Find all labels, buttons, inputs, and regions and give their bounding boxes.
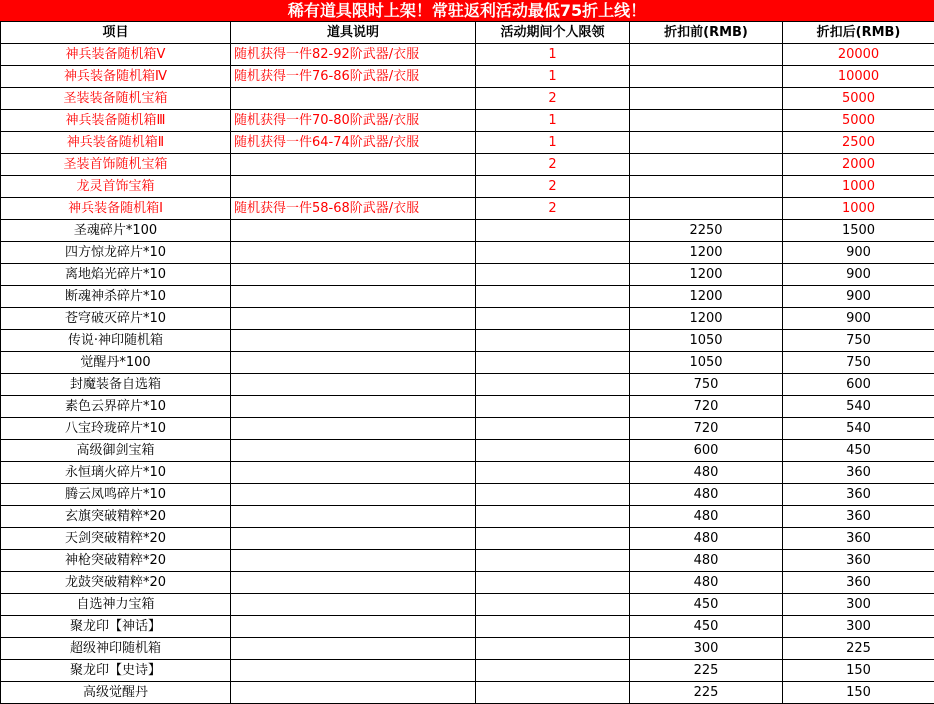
limit-cell	[476, 220, 630, 242]
header-description: 道具说明	[231, 22, 476, 44]
limit-cell	[476, 374, 630, 396]
item-description-cell: 随机获得一件70-80阶武器/衣服	[231, 110, 476, 132]
table-row	[1, 550, 934, 572]
price-before-cell: 1200	[630, 264, 783, 286]
item-name-cell: 神兵装备随机箱Ⅱ	[1, 132, 231, 154]
item-description-cell	[231, 396, 476, 418]
table-row	[1, 440, 934, 462]
price-after-cell: 900	[783, 286, 934, 308]
header-price-after: 折扣后(RMB)	[783, 22, 934, 44]
item-description-cell	[231, 440, 476, 462]
limit-cell	[476, 616, 630, 638]
header-limit: 活动期间个人限领	[476, 22, 630, 44]
table-row	[1, 154, 934, 176]
price-before-cell: 450	[630, 616, 783, 638]
table-row	[1, 66, 934, 88]
item-name-cell: 自选神力宝箱	[1, 594, 231, 616]
table-row	[1, 682, 934, 704]
item-name-cell: 龙灵首饰宝箱	[1, 176, 231, 198]
price-after-cell: 540	[783, 418, 934, 440]
price-before-cell: 2250	[630, 220, 783, 242]
item-description-cell: 随机获得一件82-92阶武器/衣服	[231, 44, 476, 66]
item-name-cell: 超级神印随机箱	[1, 638, 231, 660]
price-after-cell: 750	[783, 352, 934, 374]
price-after-cell: 300	[783, 616, 934, 638]
price-after-cell: 10000	[783, 66, 934, 88]
table-row	[1, 418, 934, 440]
item-name-cell: 圣装装备随机宝箱	[1, 88, 231, 110]
price-after-cell: 900	[783, 264, 934, 286]
item-name-cell: 聚龙印【神话】	[1, 616, 231, 638]
item-name-cell: 腾云凤鸣碎片*10	[1, 484, 231, 506]
price-after-cell: 600	[783, 374, 934, 396]
limit-cell	[476, 660, 630, 682]
price-after-cell: 360	[783, 528, 934, 550]
price-before-cell: 450	[630, 594, 783, 616]
price-before-cell: 480	[630, 572, 783, 594]
item-name-cell: 高级御剑宝箱	[1, 440, 231, 462]
price-before-cell: 480	[630, 462, 783, 484]
price-after-cell: 900	[783, 308, 934, 330]
limit-cell	[476, 638, 630, 660]
item-name-cell: 神兵装备随机箱Ⅴ	[1, 44, 231, 66]
table-body	[1, 44, 934, 704]
item-description-cell	[231, 528, 476, 550]
item-description-cell	[231, 506, 476, 528]
table-row	[1, 528, 934, 550]
price-before-cell	[630, 132, 783, 154]
item-description-cell	[231, 616, 476, 638]
item-name-cell: 龙鼓突破精粹*20	[1, 572, 231, 594]
price-after-cell: 225	[783, 638, 934, 660]
price-before-cell: 1200	[630, 308, 783, 330]
item-description-cell	[231, 594, 476, 616]
item-name-cell: 封魔装备自选箱	[1, 374, 231, 396]
price-after-cell: 360	[783, 462, 934, 484]
table-row	[1, 484, 934, 506]
price-after-cell: 1000	[783, 198, 934, 220]
limit-cell: 2	[476, 198, 630, 220]
price-before-cell: 480	[630, 528, 783, 550]
table-row	[1, 176, 934, 198]
limit-cell	[476, 462, 630, 484]
item-description-cell	[231, 660, 476, 682]
item-description-cell	[231, 352, 476, 374]
item-description-cell	[231, 220, 476, 242]
limit-cell	[476, 572, 630, 594]
table-row	[1, 660, 934, 682]
price-after-cell: 150	[783, 660, 934, 682]
item-name-cell: 素色云界碎片*10	[1, 396, 231, 418]
price-before-cell	[630, 66, 783, 88]
limit-cell: 2	[476, 154, 630, 176]
price-after-cell: 1000	[783, 176, 934, 198]
limit-cell	[476, 528, 630, 550]
table-row	[1, 352, 934, 374]
item-description-cell	[231, 242, 476, 264]
item-name-cell: 传说·神印随机箱	[1, 330, 231, 352]
item-name-cell: 永恒璃火碎片*10	[1, 462, 231, 484]
limit-cell	[476, 440, 630, 462]
item-description-cell	[231, 638, 476, 660]
price-after-cell: 5000	[783, 88, 934, 110]
price-before-cell: 225	[630, 660, 783, 682]
price-after-cell: 750	[783, 330, 934, 352]
item-description-cell	[231, 572, 476, 594]
item-description-cell	[231, 418, 476, 440]
table-row	[1, 110, 934, 132]
limit-cell	[476, 308, 630, 330]
price-before-cell: 1200	[630, 286, 783, 308]
limit-cell	[476, 682, 630, 704]
price-before-cell	[630, 44, 783, 66]
limit-cell	[476, 286, 630, 308]
price-after-cell: 360	[783, 506, 934, 528]
item-name-cell: 四方惊龙碎片*10	[1, 242, 231, 264]
price-before-cell: 1050	[630, 352, 783, 374]
price-before-cell	[630, 154, 783, 176]
table-row	[1, 638, 934, 660]
limit-cell	[476, 594, 630, 616]
price-after-cell: 20000	[783, 44, 934, 66]
price-before-cell	[630, 110, 783, 132]
price-before-cell: 720	[630, 418, 783, 440]
item-description-cell	[231, 176, 476, 198]
item-name-cell: 玄旗突破精粹*20	[1, 506, 231, 528]
price-after-cell: 360	[783, 572, 934, 594]
limit-cell	[476, 352, 630, 374]
price-before-cell: 600	[630, 440, 783, 462]
limit-cell	[476, 264, 630, 286]
price-before-cell	[630, 198, 783, 220]
table-row	[1, 220, 934, 242]
item-description-cell	[231, 286, 476, 308]
item-description-cell	[231, 682, 476, 704]
limit-cell: 1	[476, 66, 630, 88]
limit-cell	[476, 330, 630, 352]
price-after-cell: 900	[783, 242, 934, 264]
limit-cell	[476, 418, 630, 440]
price-before-cell: 1200	[630, 242, 783, 264]
item-name-cell: 断魂神杀碎片*10	[1, 286, 231, 308]
item-name-cell: 天剑突破精粹*20	[1, 528, 231, 550]
header-price-before: 折扣前(RMB)	[630, 22, 783, 44]
price-after-cell: 360	[783, 484, 934, 506]
table-row	[1, 572, 934, 594]
limit-cell: 1	[476, 110, 630, 132]
table-row	[1, 308, 934, 330]
limit-cell	[476, 550, 630, 572]
limit-cell	[476, 242, 630, 264]
item-description-cell: 随机获得一件76-86阶武器/衣服	[231, 66, 476, 88]
item-description-cell: 随机获得一件58-68阶武器/衣服	[231, 198, 476, 220]
item-name-cell: 神枪突破精粹*20	[1, 550, 231, 572]
price-after-cell: 2500	[783, 132, 934, 154]
item-name-cell: 高级觉醒丹	[1, 682, 231, 704]
item-name-cell: 离地焰光碎片*10	[1, 264, 231, 286]
item-description-cell	[231, 484, 476, 506]
item-description-cell	[231, 264, 476, 286]
table-row	[1, 198, 934, 220]
item-name-cell: 觉醒丹*100	[1, 352, 231, 374]
table-row	[1, 616, 934, 638]
price-before-cell: 480	[630, 550, 783, 572]
limit-cell: 2	[476, 176, 630, 198]
price-after-cell: 5000	[783, 110, 934, 132]
item-name-cell: 神兵装备随机箱Ⅲ	[1, 110, 231, 132]
item-description-cell	[231, 374, 476, 396]
header-item: 项目	[1, 22, 231, 44]
price-before-cell: 1050	[630, 330, 783, 352]
table-row	[1, 594, 934, 616]
limit-cell: 1	[476, 132, 630, 154]
price-after-cell: 540	[783, 396, 934, 418]
item-name-cell: 神兵装备随机箱Ⅳ	[1, 66, 231, 88]
price-after-cell: 1500	[783, 220, 934, 242]
price-before-cell: 750	[630, 374, 783, 396]
limit-cell	[476, 396, 630, 418]
price-table	[0, 21, 934, 704]
item-description-cell	[231, 550, 476, 572]
table-row	[1, 132, 934, 154]
price-before-cell: 480	[630, 506, 783, 528]
price-before-cell: 720	[630, 396, 783, 418]
price-after-cell: 300	[783, 594, 934, 616]
item-description-cell	[231, 88, 476, 110]
item-description-cell	[231, 308, 476, 330]
price-before-cell: 480	[630, 484, 783, 506]
table-row	[1, 242, 934, 264]
price-before-cell: 225	[630, 682, 783, 704]
price-after-cell: 150	[783, 682, 934, 704]
item-name-cell: 八宝玲珑碎片*10	[1, 418, 231, 440]
limit-cell	[476, 484, 630, 506]
price-after-cell: 2000	[783, 154, 934, 176]
item-description-cell	[231, 330, 476, 352]
banner-title: 稀有道具限时上架！常驻返利活动最低75折上线！	[0, 0, 934, 21]
header-row	[1, 22, 934, 44]
table-row	[1, 330, 934, 352]
item-description-cell	[231, 462, 476, 484]
table-row	[1, 506, 934, 528]
table-row	[1, 44, 934, 66]
item-name-cell: 苍穹破灭碎片*10	[1, 308, 231, 330]
table-row	[1, 374, 934, 396]
item-name-cell: 神兵装备随机箱Ⅰ	[1, 198, 231, 220]
price-after-cell: 450	[783, 440, 934, 462]
table-row	[1, 264, 934, 286]
table-row	[1, 462, 934, 484]
price-before-cell: 300	[630, 638, 783, 660]
item-name-cell: 圣装首饰随机宝箱	[1, 154, 231, 176]
item-description-cell: 随机获得一件64-74阶武器/衣服	[231, 132, 476, 154]
table-row	[1, 88, 934, 110]
limit-cell	[476, 506, 630, 528]
limit-cell: 2	[476, 88, 630, 110]
item-description-cell	[231, 154, 476, 176]
item-name-cell: 圣魂碎片*100	[1, 220, 231, 242]
price-before-cell	[630, 176, 783, 198]
price-before-cell	[630, 88, 783, 110]
table-row	[1, 396, 934, 418]
item-name-cell: 聚龙印【史诗】	[1, 660, 231, 682]
table-row	[1, 286, 934, 308]
price-after-cell: 360	[783, 550, 934, 572]
limit-cell: 1	[476, 44, 630, 66]
